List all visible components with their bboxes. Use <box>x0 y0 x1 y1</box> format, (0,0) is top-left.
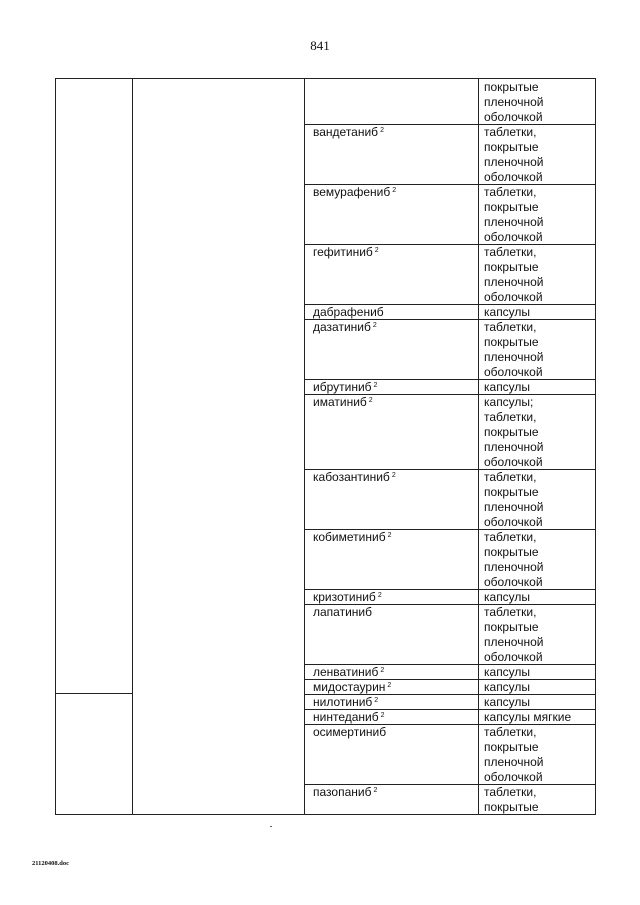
drug-name: иматиниб <box>313 395 367 409</box>
dosage-form: таблетки, покрытые пленочной оболочкой <box>484 245 544 304</box>
dosage-form: капсулы <box>484 665 531 679</box>
drug-name-cell <box>310 680 391 695</box>
footnote-marker: 2 <box>380 712 385 719</box>
page-number: 841 <box>310 38 330 53</box>
dosage-form: капсулы <box>484 590 531 604</box>
drug-name: кризотиниб <box>313 590 376 604</box>
dosage-form: таблетки, покрытые пленочной оболочкой <box>484 470 544 529</box>
drug-name: ибрутиниб <box>313 380 372 394</box>
drug-name: лапатиниб <box>313 605 372 619</box>
drug-name: осимертиниб <box>313 725 387 739</box>
dosage-form: таблетки, покрытые пленочной оболочкой <box>484 185 544 244</box>
drug-name: вандетаниб <box>313 125 379 139</box>
footnote-marker: 2 <box>377 592 382 599</box>
footer-filename: 21120408.doc <box>32 860 70 867</box>
first-column-row-divider <box>56 693 132 694</box>
drug-name: гефитиниб <box>313 245 373 259</box>
drug-name-cell <box>310 470 396 485</box>
column-divider-3 <box>478 79 479 814</box>
drug-table <box>55 78 596 815</box>
dosage-form: капсулы мягкие <box>484 710 572 724</box>
drug-name: нинтеданиб <box>313 710 379 724</box>
drug-name-cell <box>310 725 386 740</box>
column-divider-1 <box>132 79 133 814</box>
footnote-marker: 2 <box>387 682 392 689</box>
footnote-marker: 2 <box>380 667 385 674</box>
drug-name: ленватиниб <box>313 665 379 679</box>
footnote-marker: 2 <box>391 472 396 479</box>
drug-name-cell <box>310 185 396 200</box>
drug-name: дабрафениб <box>313 305 384 319</box>
drug-name-cell <box>310 710 385 725</box>
dosage-form: капсулы <box>484 305 531 319</box>
dosage-form: таблетки, покрытые пленочной оболочкой <box>484 725 544 784</box>
drug-name: пазопаниб <box>313 785 372 799</box>
drug-name: мидостаурин <box>313 680 386 694</box>
drug-name-cell <box>310 695 378 710</box>
drug-name-cell <box>310 590 382 605</box>
drug-name-cell <box>310 785 377 800</box>
drug-name: дазатиниб <box>313 320 371 334</box>
drug-name: кобиметиниб <box>313 530 386 544</box>
dosage-form: капсулы <box>484 680 531 694</box>
footnote-marker: 2 <box>374 247 379 254</box>
drug-name-cell <box>310 125 384 140</box>
footnote-marker: 2 <box>387 532 392 539</box>
drug-name: кабозантиниб <box>313 470 390 484</box>
drug-name: вемурафениб <box>313 185 391 199</box>
dosage-form: капсулы <box>484 695 531 709</box>
page-mark <box>270 826 272 827</box>
footnote-marker: 2 <box>392 187 397 194</box>
drug-name-cell <box>310 605 372 620</box>
dosage-form: таблетки, покрытые пленочной оболочкой <box>484 320 544 379</box>
footnote-marker: 2 <box>380 127 384 134</box>
drug-name-cell <box>310 665 384 680</box>
dosage-form: таблетки, покрытые пленочной оболочкой <box>484 530 544 589</box>
footnote-marker: 2 <box>373 382 378 389</box>
drug-name-cell <box>310 530 391 545</box>
dosage-form: таблетки, покрытые пленочной оболочкой <box>484 125 544 184</box>
drug-name-cell <box>310 305 384 320</box>
footnote-marker: 2 <box>368 397 373 404</box>
column-divider-2 <box>304 79 305 814</box>
drug-name-cell <box>310 395 373 410</box>
drug-name-cell <box>310 245 379 260</box>
dosage-form: покрытые пленочной оболочкой <box>484 80 544 124</box>
footnote-marker: 2 <box>373 787 378 794</box>
drug-name: нилотиниб <box>313 695 373 709</box>
dosage-form: капсулы; таблетки, покрытые пленочной оболочкой <box>484 395 544 469</box>
footnote-marker: 2 <box>374 697 379 704</box>
drug-name-cell <box>310 380 377 395</box>
dosage-form: капсулы <box>484 380 531 394</box>
footnote-marker: 2 <box>372 322 377 329</box>
dosage-form: таблетки, покрытые пленочной оболочкой <box>484 605 544 664</box>
dosage-form: таблетки, покрытые <box>484 785 539 814</box>
drug-name-cell <box>310 320 377 335</box>
